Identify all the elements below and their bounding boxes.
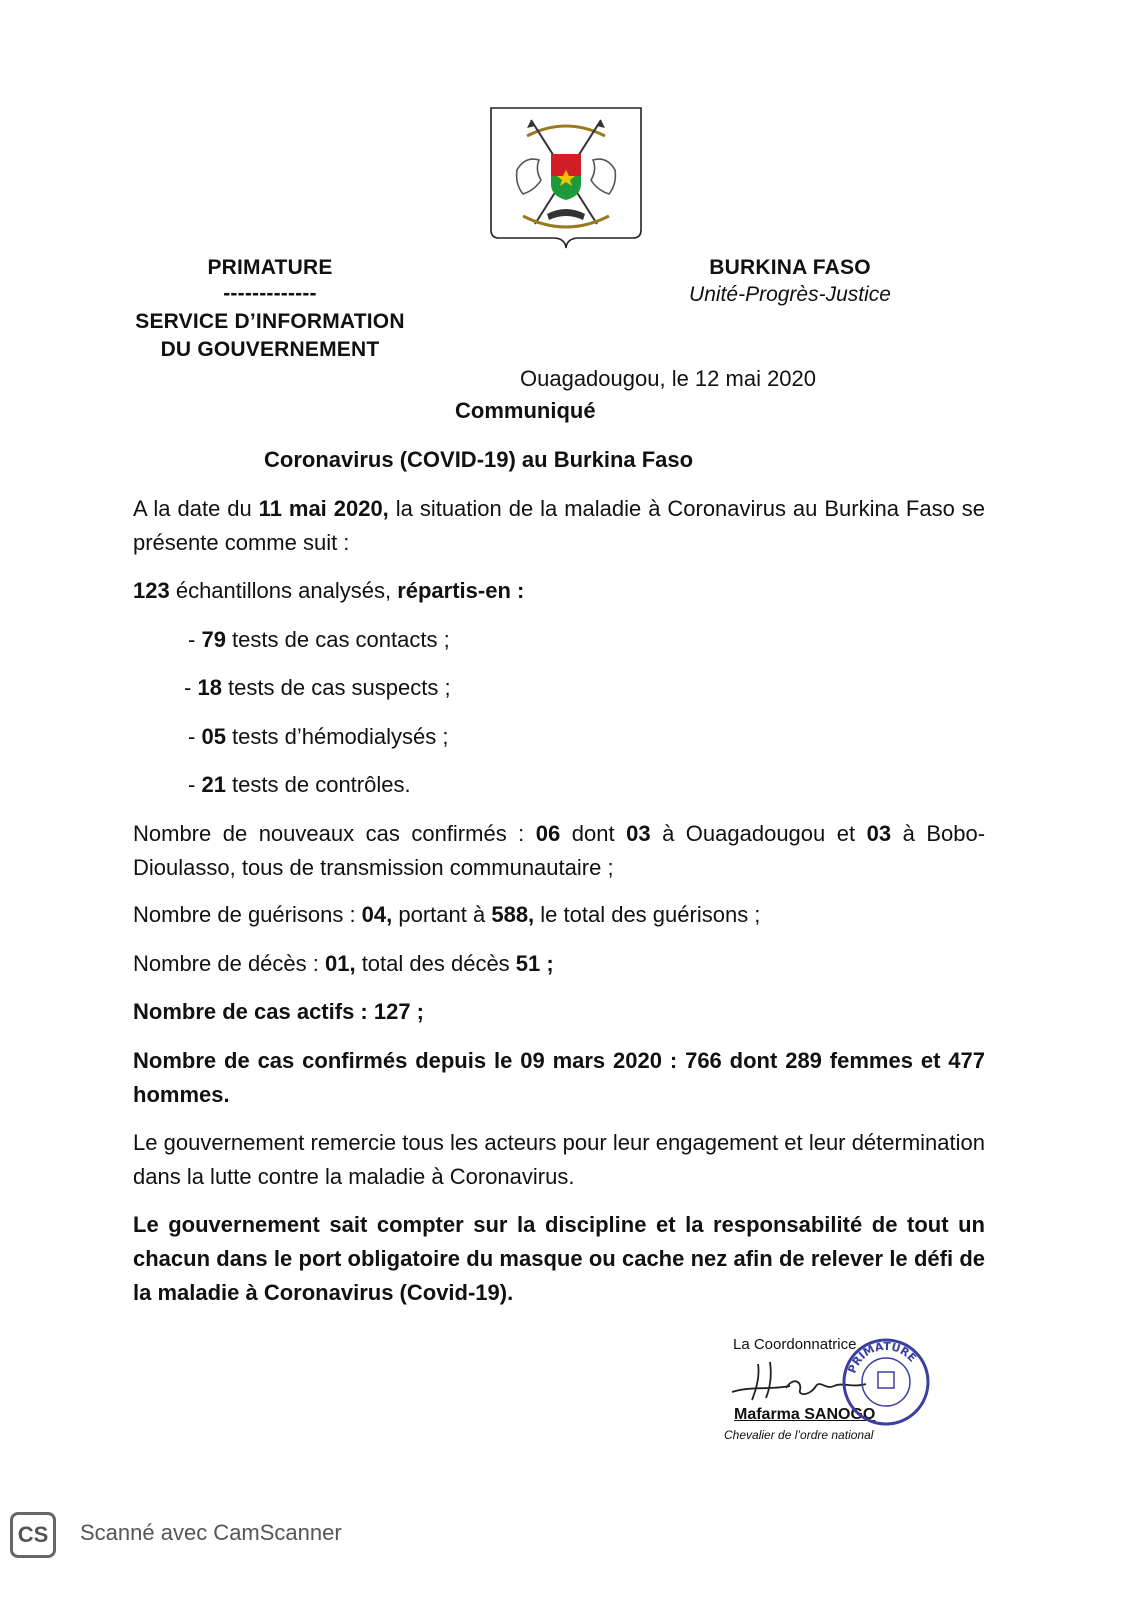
appeal-paragraph: Le gouvernement sait compter sur la discipline et la responsabilité de tout un chacun dans le port obligatoire du masque ou cache nez afin de relever le défi de la maladie à Coronavirus (Covid-19). xyxy=(133,1212,985,1305)
bullet-dash: - xyxy=(184,675,198,700)
new-cases-text-a: Nombre de nouveaux cas confirmés : xyxy=(133,821,536,846)
new-cases-text-d: à Bobo-Dioulasso, tous de transmission communautaire ; xyxy=(133,821,986,880)
document-title: Coronavirus (COVID-19) au Burkina Faso xyxy=(264,447,694,472)
deaths-line xyxy=(133,947,554,981)
intro-text-b: la situation de la maladie à Coronavirus au Burkina Faso se présente comme suit : xyxy=(133,496,985,555)
national-motto: Unité-Progrès-Justice xyxy=(689,283,891,306)
camscanner-logo: CS xyxy=(10,1512,56,1558)
test-label: tests de cas contacts ; xyxy=(225,627,450,652)
country-heading: BURKINA FASO xyxy=(709,256,871,279)
test-label: tests de contrôles. xyxy=(225,772,411,797)
active-cases-line: Nombre de cas actifs : 127 ; xyxy=(133,999,425,1024)
deaths-total: 51 ; xyxy=(515,951,554,976)
recoveries-text-b: portant à xyxy=(392,902,492,927)
test-item-hemodialysis xyxy=(188,720,448,754)
intro-date: 11 mai 2020, xyxy=(258,496,389,521)
new-cases-paragraph xyxy=(133,817,985,885)
primature-heading: PRIMATURE xyxy=(207,256,333,279)
document-type: Communiqué xyxy=(455,398,596,423)
test-count: 05 xyxy=(201,724,226,749)
camscanner-footer-text: Scanné avec CamScanner xyxy=(80,1520,342,1545)
intro-text-a: A la date du xyxy=(133,496,259,521)
new-cases-text-c: à Ouagadougou et xyxy=(650,821,867,846)
intro-paragraph xyxy=(133,492,985,560)
deaths-count: 01, xyxy=(324,951,356,976)
new-cases-total: 06 xyxy=(535,821,561,846)
deaths-text-a: Nombre de décès : xyxy=(133,951,325,976)
new-cases-bobo: 03 xyxy=(866,821,892,846)
service-heading-line1: SERVICE D’INFORMATION xyxy=(135,310,405,333)
samples-breakdown: répartis-en : xyxy=(397,578,525,603)
deaths-text-b: total des décès xyxy=(355,951,516,976)
test-item-suspects xyxy=(184,671,451,705)
test-count: 18 xyxy=(197,675,222,700)
test-count: 21 xyxy=(201,772,226,797)
coat-of-arms-emblem xyxy=(487,106,645,250)
recoveries-count: 04, xyxy=(361,902,393,927)
header-separator: ------------- xyxy=(223,282,317,305)
bullet-dash: - xyxy=(188,772,202,797)
test-item-controls xyxy=(188,768,411,802)
date-line: Ouagadougou, le 12 mai 2020 xyxy=(520,366,817,391)
signatory-name: Mafarma SANOGO xyxy=(734,1406,876,1423)
test-label: tests d’hémodialysés ; xyxy=(225,724,449,749)
test-item-contacts xyxy=(188,623,450,657)
samples-count: 123 xyxy=(133,578,170,603)
samples-text: échantillons analysés, xyxy=(169,578,398,603)
bullet-dash: - xyxy=(188,627,202,652)
signatory-distinction: Chevalier de l’ordre national xyxy=(724,1428,874,1442)
recoveries-text-a: Nombre de guérisons : xyxy=(133,902,362,927)
bullet-dash: - xyxy=(188,724,202,749)
thanks-paragraph: Le gouvernement remercie tous les acteurs pour leur engagement et leur détermination dans la lutte contre la maladie à Coronavirus. xyxy=(133,1130,985,1189)
new-cases-ouaga: 03 xyxy=(626,821,651,846)
recoveries-total: 588, xyxy=(491,902,535,927)
test-count: 79 xyxy=(201,627,226,652)
samples-line xyxy=(133,574,524,608)
recoveries-text-c: le total des guérisons ; xyxy=(534,902,761,927)
official-stamp xyxy=(840,1336,932,1428)
signatory-role: La Coordonnatrice xyxy=(733,1336,857,1353)
stamp-text: PRIMATURE xyxy=(845,1339,919,1376)
new-cases-text-b: dont xyxy=(560,821,627,846)
recoveries-line xyxy=(133,898,760,932)
test-label: tests de cas suspects ; xyxy=(221,675,451,700)
service-heading-line2: DU GOUVERNEMENT xyxy=(160,338,380,361)
confirmed-total-paragraph: Nombre de cas confirmés depuis le 09 mars 2020 : 766 dont 289 femmes et 477 hommes. xyxy=(133,1048,985,1107)
